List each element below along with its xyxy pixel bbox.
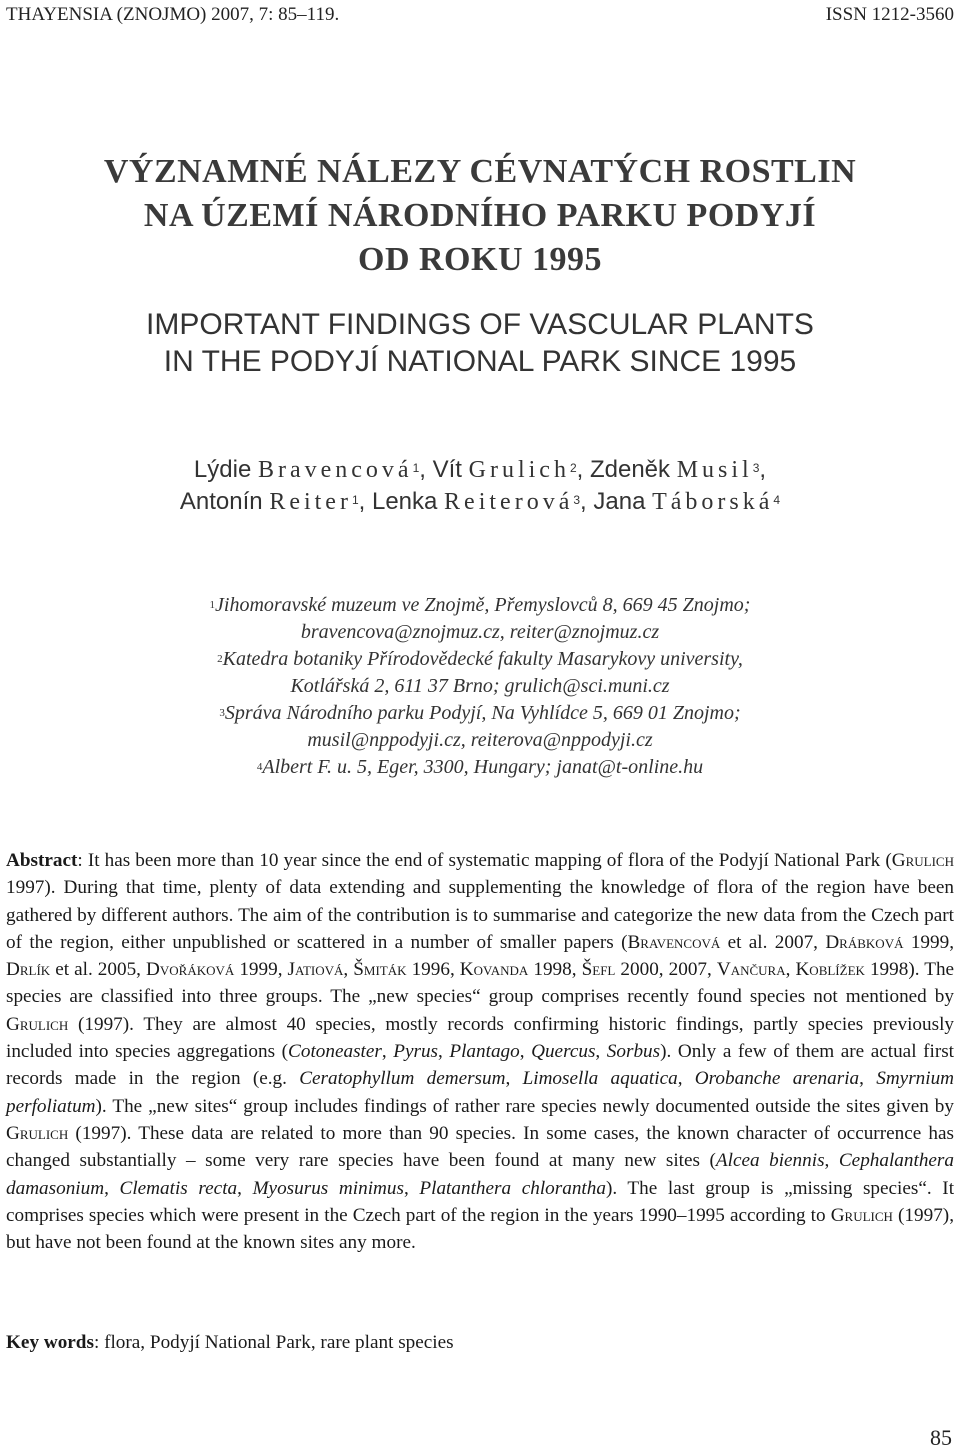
cited-author: Drábková [825, 931, 904, 953]
title-english-line: IN THE PODYJÍ NATIONAL PARK SINCE 1995 [163, 345, 797, 378]
keywords-text: flora, Podyjí National Park, rare plant species [104, 1332, 454, 1353]
abstract-text: 1999, [234, 959, 288, 981]
abstract-text: (1997). They are almost 40 species, mostly records confirming historic findings, partly species previously included into species aggregations ( [6, 1013, 954, 1063]
abstract-text: , [381, 1041, 394, 1063]
abstract-text: (1997). These data are related to more than 90 species. In some cases, the known character of occurrence has changed substantially – some very rare species have been found at many new sites ( [6, 1122, 954, 1172]
abstract-text: , [403, 1177, 420, 1199]
affiliation-line [0, 700, 960, 727]
title-english-line: IMPORTANT FINDINGS OF VASCULAR PLANTS [146, 308, 814, 341]
affiliation-marker: 4 [773, 493, 781, 507]
species-name: Pyrus [393, 1041, 438, 1063]
abstract-text: , [859, 1068, 877, 1090]
abstract-text: 1998, [528, 959, 582, 981]
cited-author: Kovanda [459, 959, 529, 981]
affiliation-text: Katedra botaniky Přírodovědecké fakulty Masarykovy university, [222, 648, 743, 670]
author-first-name: Antonín [179, 488, 263, 515]
affiliation-text: Jihomoravské muzeum ve Znojmě, Přemyslovců 8, 669 45 Znojmo; [215, 594, 751, 616]
abstract-text: ). Only a few of them are actual first records made in the region (e.g. [6, 1041, 955, 1090]
author-last-name: Grulich [468, 457, 570, 483]
abstract-body [6, 850, 954, 1253]
species-name: Quercus [531, 1041, 596, 1063]
author-first-name: Vít [432, 456, 462, 483]
keywords: Key words: flora, Podyjí National Park, rare plant species [6, 1332, 454, 1353]
species-name: Limosella aquatica [522, 1068, 678, 1090]
title-english [0, 306, 960, 380]
affiliation-line [0, 646, 960, 673]
abstract-text: ). The „new sites“ group includes findings of rather rare species newly documented outside the sites given by [95, 1095, 954, 1117]
species-name: Alcea biennis [715, 1150, 825, 1172]
cited-author: Grulich [830, 1204, 893, 1226]
affiliation-marker: 1 [351, 493, 359, 507]
affiliation-number: 3 [219, 707, 225, 719]
cited-author: Dvořáková [146, 959, 235, 981]
affiliation-email: musil@nppodyji.cz, reiterova@nppodyji.cz [307, 729, 653, 751]
author-last-name: Reiter [269, 489, 352, 515]
abstract-text: et al. 2005, [50, 959, 147, 981]
keywords-label: Key words [6, 1332, 94, 1353]
affiliation-marker: 1 [412, 461, 420, 475]
abstract-text: (1997), but have not been found at the known sites any more. [6, 1204, 954, 1254]
affiliations [0, 592, 960, 781]
author-last-name: Táborská [652, 489, 774, 515]
species-name: Platanthera chlorantha [419, 1177, 606, 1199]
author-last-name: Reiterová [444, 489, 574, 515]
species-name: Cephalanthera damasonium [6, 1150, 954, 1199]
title-czech-line: OD ROKU 1995 [358, 241, 602, 278]
abstract-text: It has been more than 10 year since the end of systematic mapping of flora of the Podyjí National Park ( [87, 850, 892, 871]
author-line-2: Antonín Reiter$^1$, Lenka Reiterová$^3$, Jana Táborská$^4$ [179, 488, 781, 515]
species-name: Plantago [449, 1041, 520, 1063]
species-name: Orobanche arenaria [694, 1068, 860, 1090]
cited-author: Bravencová [627, 931, 721, 953]
species-name: Sorbus [606, 1041, 661, 1063]
title-czech-line: NA ÚZEMÍ NÁRODNÍHO PARKU PODYJÍ [143, 197, 817, 234]
abstract [6, 847, 954, 1256]
species-name: Cotoneaster [288, 1041, 382, 1063]
author-first-name: Zdeněk [589, 456, 671, 483]
author-last-name: Bravencová [257, 457, 413, 483]
affiliation-number: 2 [217, 653, 223, 665]
affiliation-line [0, 754, 960, 781]
abstract-text: 2000, 2007, [615, 959, 717, 981]
species-name: Ceratophyllum demersum [299, 1068, 506, 1090]
abstract-text: , [104, 1177, 120, 1199]
cited-author: Drlík [6, 959, 51, 981]
cited-author: Šmiták [353, 959, 407, 981]
affiliation-number: 4 [256, 761, 263, 773]
affiliation-marker: 3 [752, 461, 760, 475]
abstract-text: , [505, 1068, 523, 1090]
abstract-text: et al. 2007, [720, 931, 826, 953]
abstract-text: ). The last group is „missing species“. It comprises species which were present in the Czech part of the region in the years 1990–1995 according to [6, 1177, 955, 1226]
affiliation-text: Správa Národního parku Podyjí, Na Vyhlídce 5, 669 01 Znojmo; [224, 702, 741, 724]
affiliation-email: Kotlářská 2, 611 37 Brno; grulich@sci.muni.cz [290, 675, 670, 697]
affiliation-number: 1 [209, 599, 216, 611]
cited-author: Koblížek [795, 959, 865, 981]
cited-author: Grulich [6, 1013, 69, 1035]
abstract-text: , [343, 959, 354, 981]
journal-citation: THAYENSIA (ZNOJMO) 2007, 7: 85–119. [6, 4, 340, 25]
species-name: Myosurus minimus [252, 1177, 404, 1199]
title-czech [0, 150, 960, 282]
abstract-text: , [677, 1068, 695, 1090]
author-list [0, 454, 960, 518]
cited-author: Jatiová [287, 959, 344, 981]
abstract-colon: : [77, 850, 88, 871]
abstract-text: , [595, 1041, 607, 1063]
author-first-name: Jana [593, 488, 646, 515]
affiliation-text: Albert F. u. 5, Eger, 3300, Hungary; janat@t-online.hu [262, 756, 704, 778]
abstract-text: 1998). The species are classified into three groups. The „new species“ group comprises recently found species not mentioned by [6, 959, 955, 1008]
author-line-1: Lýdie Bravencová$^1$, Vít Grulich$^2$, Zdeněk Musil$^3$, [193, 456, 767, 483]
abstract-text: , [237, 1177, 253, 1199]
abstract-text: , [824, 1150, 839, 1172]
abstract-label: Abstract [6, 850, 78, 871]
affiliation-email: bravencova@znojmuz.cz, reiter@znojmuz.cz [300, 621, 660, 643]
author-first-name: Lýdie [193, 456, 252, 483]
issn: ISSN 1212-3560 [825, 4, 954, 25]
page-number: 85 [930, 1425, 952, 1450]
species-name: Smyrnium perfoliatum [6, 1068, 955, 1117]
species-name: Clematis recta [119, 1177, 238, 1199]
affiliation-marker: 3 [573, 493, 581, 507]
affiliation-marker: 2 [569, 461, 577, 475]
cited-author: Vančura [716, 959, 786, 981]
abstract-text: , [438, 1041, 450, 1063]
author-last-name: Musil [676, 457, 753, 483]
cited-author: Grulich [891, 850, 954, 871]
abstract-text: , [785, 959, 796, 981]
cited-author: Grulich [6, 1122, 69, 1144]
cited-author: Šefl [581, 959, 616, 981]
affiliation-line [0, 592, 960, 619]
title-czech-line: VÝZNAMNÉ NÁLEZY CÉVNATÝCH ROSTLIN [103, 153, 857, 190]
abstract-text: 1999, [903, 931, 954, 953]
abstract-text: , [519, 1041, 532, 1063]
abstract-text: 1996, [406, 959, 460, 981]
abstract-text: 1997). During that time, plenty of data extending and supplementing the knowledge of flora of the region have been gathered by different authors. The aim of the contribution is to summarise and categorize the new data from the Czech part of the region, either unpublished or scattered in a number of smaller papers ( [6, 877, 954, 953]
author-first-name: Lenka [371, 488, 438, 515]
